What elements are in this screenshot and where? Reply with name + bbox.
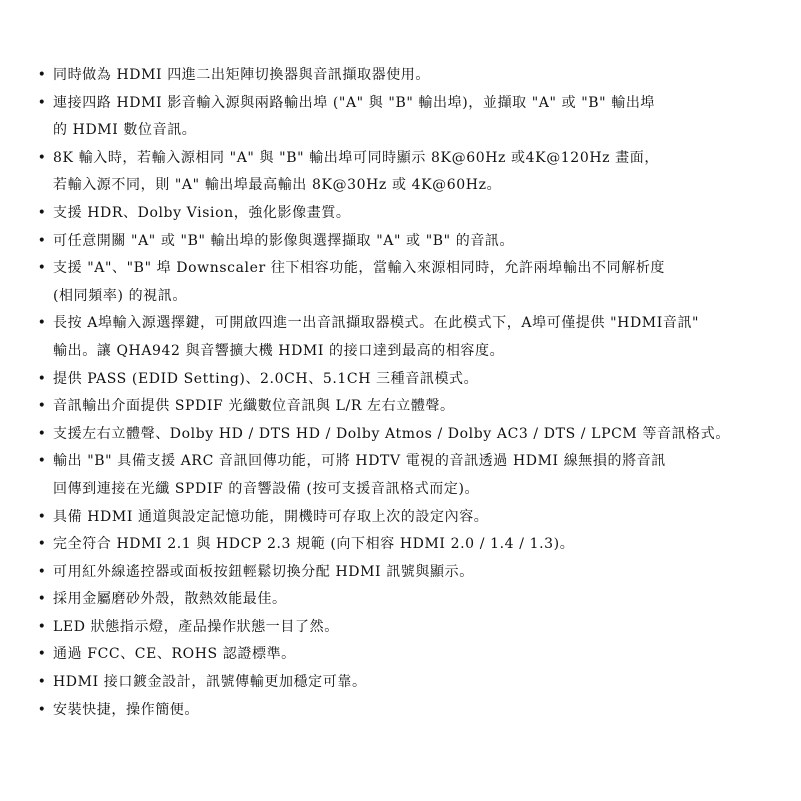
feature-item xyxy=(36,669,776,697)
feature-item xyxy=(36,145,776,200)
feature-list xyxy=(36,62,776,724)
bullet-icon: • xyxy=(37,94,47,111)
feature-text-line: LED 狀態指示燈，產品操作狀態一目了然。 xyxy=(53,618,339,635)
feature-text-line: 支援左右立體聲、Dolby HD / DTS HD / Dolby Atmos / Dolby AC3 / DTS / LPCM 等音訊格式。 xyxy=(53,425,730,442)
bullet-icon: • xyxy=(37,453,47,470)
bullet-icon: • xyxy=(37,508,47,525)
feature-text-line: 可用紅外線遙控器或面板按鈕輕鬆切換分配 HDMI 訊號與顯示。 xyxy=(53,563,474,580)
feature-text-line: 同時做為 HDMI 四進二出矩陣切換器與音訊擷取器使用。 xyxy=(53,67,430,83)
feature-text-line: 提供 PASS (EDID Setting)、2.0CH、5.1CH 三種音訊模式。 xyxy=(53,370,479,387)
bullet-icon: • xyxy=(37,398,47,415)
bullet-icon: • xyxy=(37,67,47,83)
feature-item xyxy=(36,228,776,256)
bullet-icon: • xyxy=(37,536,47,553)
bullet-icon: • xyxy=(37,232,47,249)
feature-item xyxy=(36,559,776,587)
feature-item xyxy=(36,310,776,365)
feature-text-line: 8K 輸入時，若輸入源相同 "A" 與 "B" 輸出埠可同時顯示 8K@60Hz 或4K@120Hz 畫面， xyxy=(53,149,659,166)
feature-text-line: 支援 HDR、Dolby Vision，強化影像畫質。 xyxy=(53,204,351,221)
feature-text-line: 具備 HDMI 通道與設定記憶功能，開機時可存取上次的設定內容。 xyxy=(53,508,489,525)
feature-text-line: 輸出 "B" 具備支援 ARC 音訊回傳功能，可將 HDTV 電視的音訊透過 HDMI 線無損的將音訊 xyxy=(53,453,666,470)
feature-item xyxy=(36,62,776,90)
bullet-icon: • xyxy=(37,204,47,221)
feature-item xyxy=(36,90,776,145)
feature-item xyxy=(36,586,776,614)
bullet-icon: • xyxy=(37,701,47,718)
feature-item xyxy=(36,366,776,394)
feature-item xyxy=(36,421,776,449)
feature-item xyxy=(36,393,776,421)
bullet-icon: • xyxy=(37,618,47,635)
bullet-icon: • xyxy=(37,425,47,442)
bullet-icon: • xyxy=(37,370,47,387)
feature-item xyxy=(36,641,776,669)
feature-item xyxy=(36,531,776,559)
feature-text-line: 輸出。讓 QHA942 與音響擴大機 HDMI 的接口達到最高的相容度。 xyxy=(53,342,505,359)
bullet-icon: • xyxy=(37,591,47,608)
feature-text-line: 回傳到連接在光纖 SPDIF 的音響設備 (按可支援音訊格式而定)。 xyxy=(53,480,480,497)
feature-text-line: 完全符合 HDMI 2.1 與 HDCP 2.3 規範 (向下相容 HDMI 2.0 / 1.4 / 1.3)。 xyxy=(53,536,575,553)
feature-item xyxy=(36,255,776,310)
feature-item xyxy=(36,504,776,532)
bullet-icon: • xyxy=(37,646,47,663)
bullet-icon: • xyxy=(37,674,47,691)
bullet-icon: • xyxy=(37,563,47,580)
feature-text-line: 音訊輸出介面提供 SPDIF 光纖數位音訊與 L/R 左右立體聲。 xyxy=(53,398,455,415)
feature-text-line: HDMI 接口鍍金設計，訊號傳輸更加穩定可靠。 xyxy=(53,674,367,691)
feature-text-line: 長按 A埠輸入源選擇鍵，可開啟四進一出音訊擷取器模式。在此模式下，A埠可僅提供 "HDMI音訊" xyxy=(53,315,700,332)
bullet-icon: • xyxy=(37,315,47,332)
feature-text-line: 可任意開關 "A" 或 "B" 輸出埠的影像與選擇擷取 "A" 或 "B" 的音訊。 xyxy=(53,232,515,249)
feature-item xyxy=(36,697,776,725)
feature-text-line: 的 HDMI 數位音訊。 xyxy=(53,122,197,139)
feature-text-line: 通過 FCC、CE、ROHS 認證標準。 xyxy=(53,646,296,663)
feature-text-line: 連接四路 HDMI 影音輸入源與兩路輸出埠 ("A" 與 "B" 輸出埠)，並擷取 "A" 或 "B" 輸出埠 xyxy=(53,94,656,111)
bullet-icon: • xyxy=(37,149,47,166)
feature-text-line: 安裝快捷，操作簡便。 xyxy=(53,701,199,718)
feature-list-container xyxy=(36,62,776,724)
feature-item xyxy=(36,614,776,642)
feature-text-line: (相同頻率) 的視訊。 xyxy=(53,287,187,304)
feature-text-line: 若輸入源不同，則 "A" 輸出埠最高輸出 8K@30Hz 或 4K@60Hz。 xyxy=(53,177,502,194)
feature-text-line: 支援 "A"、"B" 埠 Downscaler 往下相容功能，當輸入來源相同時，允許兩埠輸出不同解析度 xyxy=(53,260,666,277)
feature-text-line: 採用金屬磨砂外殼，散熱效能最佳。 xyxy=(53,591,287,608)
feature-item xyxy=(36,448,776,503)
feature-item xyxy=(36,200,776,228)
bullet-icon: • xyxy=(37,260,47,277)
